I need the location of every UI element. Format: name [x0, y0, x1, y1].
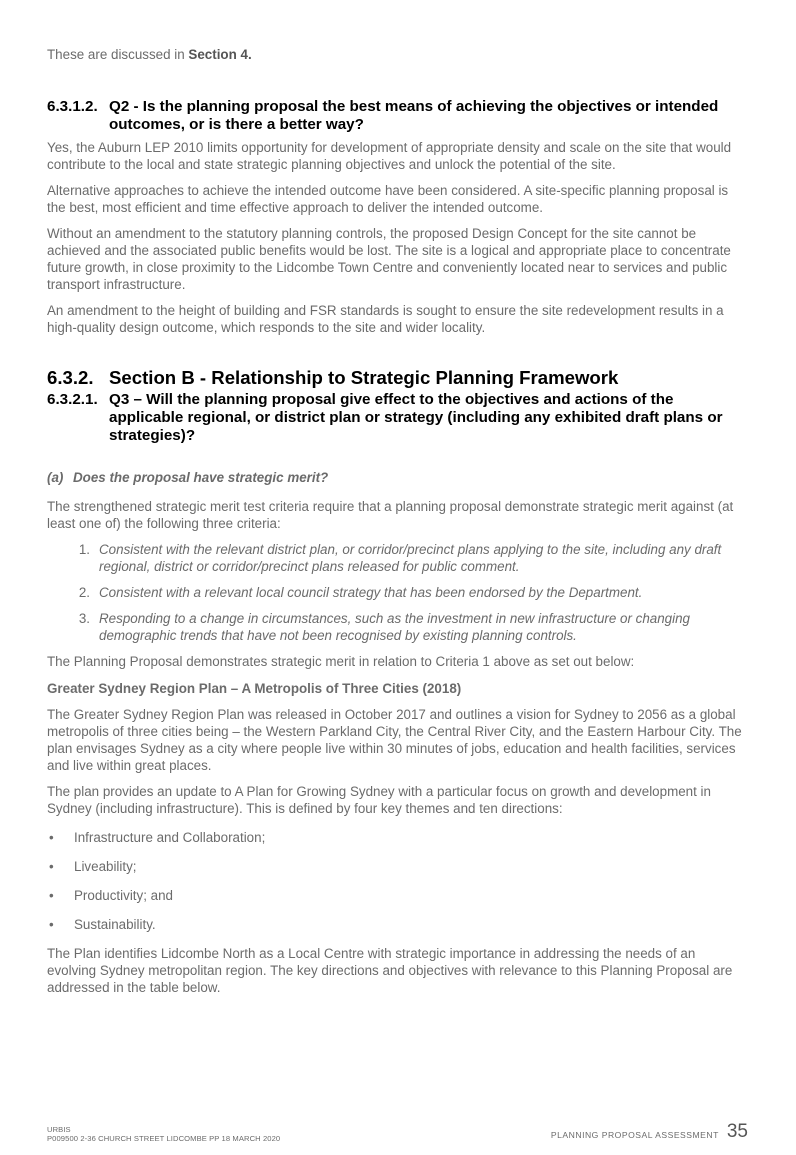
gsrp-paragraph-1: The Greater Sydney Region Plan was released in October 2017 and outlines a vision for Sydney to 2056 as a global metropolis of three cities being – the Western Parkland City, the Central River City, and the Eastern Harbour City. The plan envisages Sydney as a city where people live within 30 minutes of jobs, education and health facilities, services and live within great places.	[47, 707, 742, 773]
q2-title: Q2 - Is the planning proposal the best means of achieving the objectives or intended outcomes, or is there a better way?	[109, 98, 719, 133]
list-item: 2. Consistent with a relevant local council strategy that has been endorsed by the Department.	[78, 585, 643, 600]
q2-paragraph-1: Yes, the Auburn LEP 2010 limits opportunity for development of appropriate density and scale on the site that would contribute to the local and state strategic planning objectives and unlock the potential of the site.	[47, 140, 732, 172]
bullet-icon: •	[49, 859, 54, 874]
intro-paragraph: These are discussed in Section 4.	[47, 47, 252, 62]
list-item: • Liveability;	[49, 859, 137, 874]
q3-heading	[47, 391, 747, 445]
gsrp-paragraph-3: The Plan identifies Lidcombe North as a Local Centre with strategic importance in addressing the needs of an evolving Sydney metropolitan region. The key directions and objectives with relevance to this Planning Proposal are addressed in the table below.	[47, 946, 733, 995]
gsrp-paragraph-2: The plan provides an update to A Plan for Growing Sydney with a particular focus on growth and development in Sydney (including infrastructure). This is defined by four key themes and ten directions:	[47, 784, 711, 816]
criteria-list	[47, 541, 747, 644]
list-item: 3. Responding to a change in circumstances, such as the investment in new infrastructure or changing demographic trends that have not been recognised by existing planning controls.	[78, 611, 690, 643]
list-item: • Productivity; and	[49, 888, 173, 903]
question-text: Does the proposal have strategic merit?	[73, 470, 329, 485]
footer-left	[47, 1125, 280, 1143]
themes-list	[47, 829, 747, 933]
q3-number: 6.3.2.1.	[47, 391, 98, 408]
q2-paragraph-4: An amendment to the height of building and FSR standards is sought to ensure the site redevelopment results in a high-quality design outcome, which responds to the site and wider locality.	[47, 303, 724, 335]
section-reference: Section 4.	[188, 47, 252, 62]
list-item: • Infrastructure and Collaboration;	[49, 830, 266, 845]
bullet-icon: •	[49, 888, 54, 903]
q2-paragraph-2: Alternative approaches to achieve the intended outcome have been considered. A site-specific planning proposal is the best, most efficient and time effective approach to deliver the intended outcome.	[47, 183, 729, 215]
section-b-heading	[47, 367, 747, 389]
q3-title: Q3 – Will the planning proposal give effect to the objectives and actions of the applicable regional, or district plan or strategy (including any exhibited draft plans or strategies)?	[109, 391, 723, 444]
footer-right	[551, 1122, 748, 1142]
section-b-number: 6.3.2.	[47, 367, 94, 388]
list-item: • Sustainability.	[49, 917, 156, 932]
bullet-icon: •	[49, 830, 54, 845]
list-item: 1. Consistent with the relevant district plan, or corridor/precinct plans applying to the site, including any draft regional, district or corridor/precinct plans released for public comment.	[78, 542, 722, 574]
merit-intro: The strengthened strategic merit test criteria require that a planning proposal demonstrate strategic merit against (at least one of) the following three criteria:	[47, 499, 734, 531]
section-b-title: Section B - Relationship to Strategic Planning Framework	[109, 367, 619, 388]
strategic-merit-question	[47, 469, 747, 486]
document-reference: P009500 2-36 CHURCH STREET LIDCOMBE PP 18 MARCH 2020	[47, 1134, 281, 1143]
page-number: 35	[726, 1121, 748, 1142]
q2-heading	[47, 98, 747, 134]
gsrp-heading: Greater Sydney Region Plan – A Metropolis of Three Cities (2018)	[47, 681, 462, 696]
q2-number: 6.3.1.2.	[47, 98, 98, 115]
page-content	[47, 46, 747, 996]
q2-paragraph-3: Without an amendment to the statutory planning controls, the proposed Design Concept for the site cannot be achieved and the associated public benefits would be lost. The site is a logical and appropriate place to concentrate future growth, in close proximity to the Lidcombe Town Centre and conveniently located near to services and public transport infrastructure.	[47, 226, 731, 292]
bullet-icon: •	[49, 917, 54, 932]
company-name: URBIS	[47, 1125, 71, 1134]
question-label: (a)	[47, 470, 64, 485]
merit-demonstration: The Planning Proposal demonstrates strategic merit in relation to Criteria 1 above as set out below:	[47, 654, 635, 669]
document-title: PLANNING PROPOSAL ASSESSMENT	[550, 1130, 719, 1140]
